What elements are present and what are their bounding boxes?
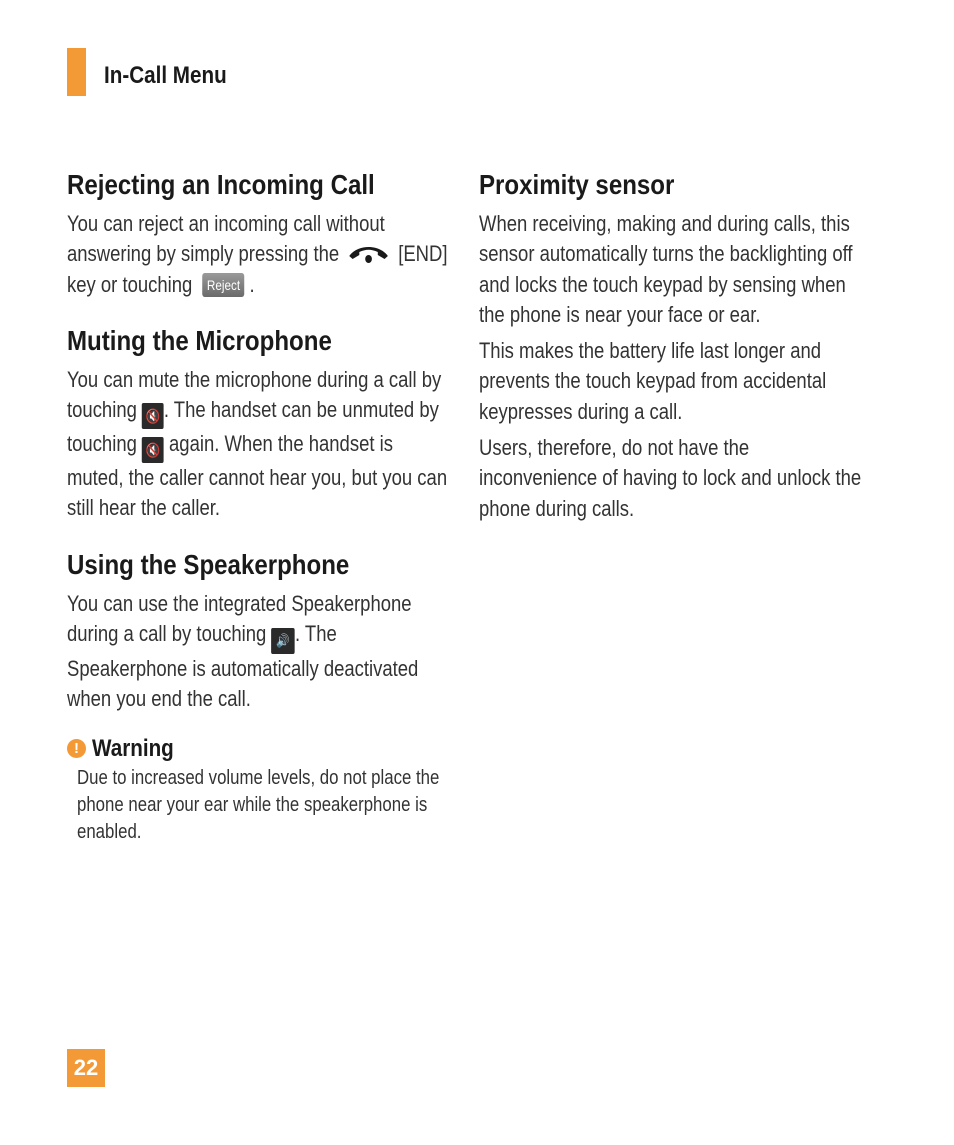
reject-heading: Rejecting an Incoming Call: [67, 169, 375, 200]
left-column: [67, 166, 452, 846]
mute-text-part-1: You can mute the microphone during a call by touching: [67, 366, 442, 423]
mute-microphone-icon-2: 🔇: [142, 437, 164, 463]
right-column: [479, 166, 869, 524]
section-tab-marker: [67, 48, 86, 96]
proximity-para-2: This makes the battery life last longer and prevents the touch keypad from accidental keypresses during a call.: [479, 338, 827, 424]
proximity-para-1: When receiving, making and during calls, this sensor automatically turns the backlighting off and locks the touch keypad by sensing when the phone is near your face or ear.: [479, 211, 853, 327]
mute-microphone-icon: 🔇: [142, 403, 164, 429]
reject-button-icon: Reject: [203, 273, 245, 297]
end-call-icon: [348, 244, 390, 264]
mute-heading: Muting the Microphone: [67, 324, 332, 356]
warning-title: [67, 735, 452, 763]
mute-text-part-3: again. When the handset is muted, the caller cannot hear you, but you can still hear the caller.: [67, 431, 448, 521]
proximity-para-3: Users, therefore, do not have the inconvenience of having to lock and unlock the phone during calls.: [479, 435, 862, 521]
speaker-text: [67, 589, 453, 715]
warning-text: Due to increased volume levels, do not place the phone near your ear while the speakerphone is enabled.: [77, 766, 440, 843]
section-title: In-Call Menu: [104, 62, 227, 89]
speaker-text-part-1: You can use the integrated Speakerphone during a call by touching: [67, 590, 412, 647]
reject-text-part-1: You can reject an incoming call without answering by simply pressing the: [67, 211, 385, 267]
mute-text: [67, 365, 453, 524]
speaker-text-part-2: . The Speakerphone is automatically deactivated when you end the call.: [67, 621, 419, 712]
reject-text-part-3: .: [249, 271, 255, 297]
page-number: 22: [67, 1049, 105, 1087]
warning-label: Warning: [92, 734, 174, 762]
reject-text-part-2: [END] key or touching: [67, 241, 448, 297]
speaker-heading: Using the Speakerphone: [67, 548, 350, 580]
proximity-heading: Proximity sensor: [479, 169, 675, 200]
reject-text: [67, 209, 453, 300]
warning-icon: !: [67, 739, 86, 758]
mute-text-part-2: . The handset can be unmuted by touching: [67, 397, 439, 457]
speakerphone-icon: 🔊: [271, 628, 295, 654]
